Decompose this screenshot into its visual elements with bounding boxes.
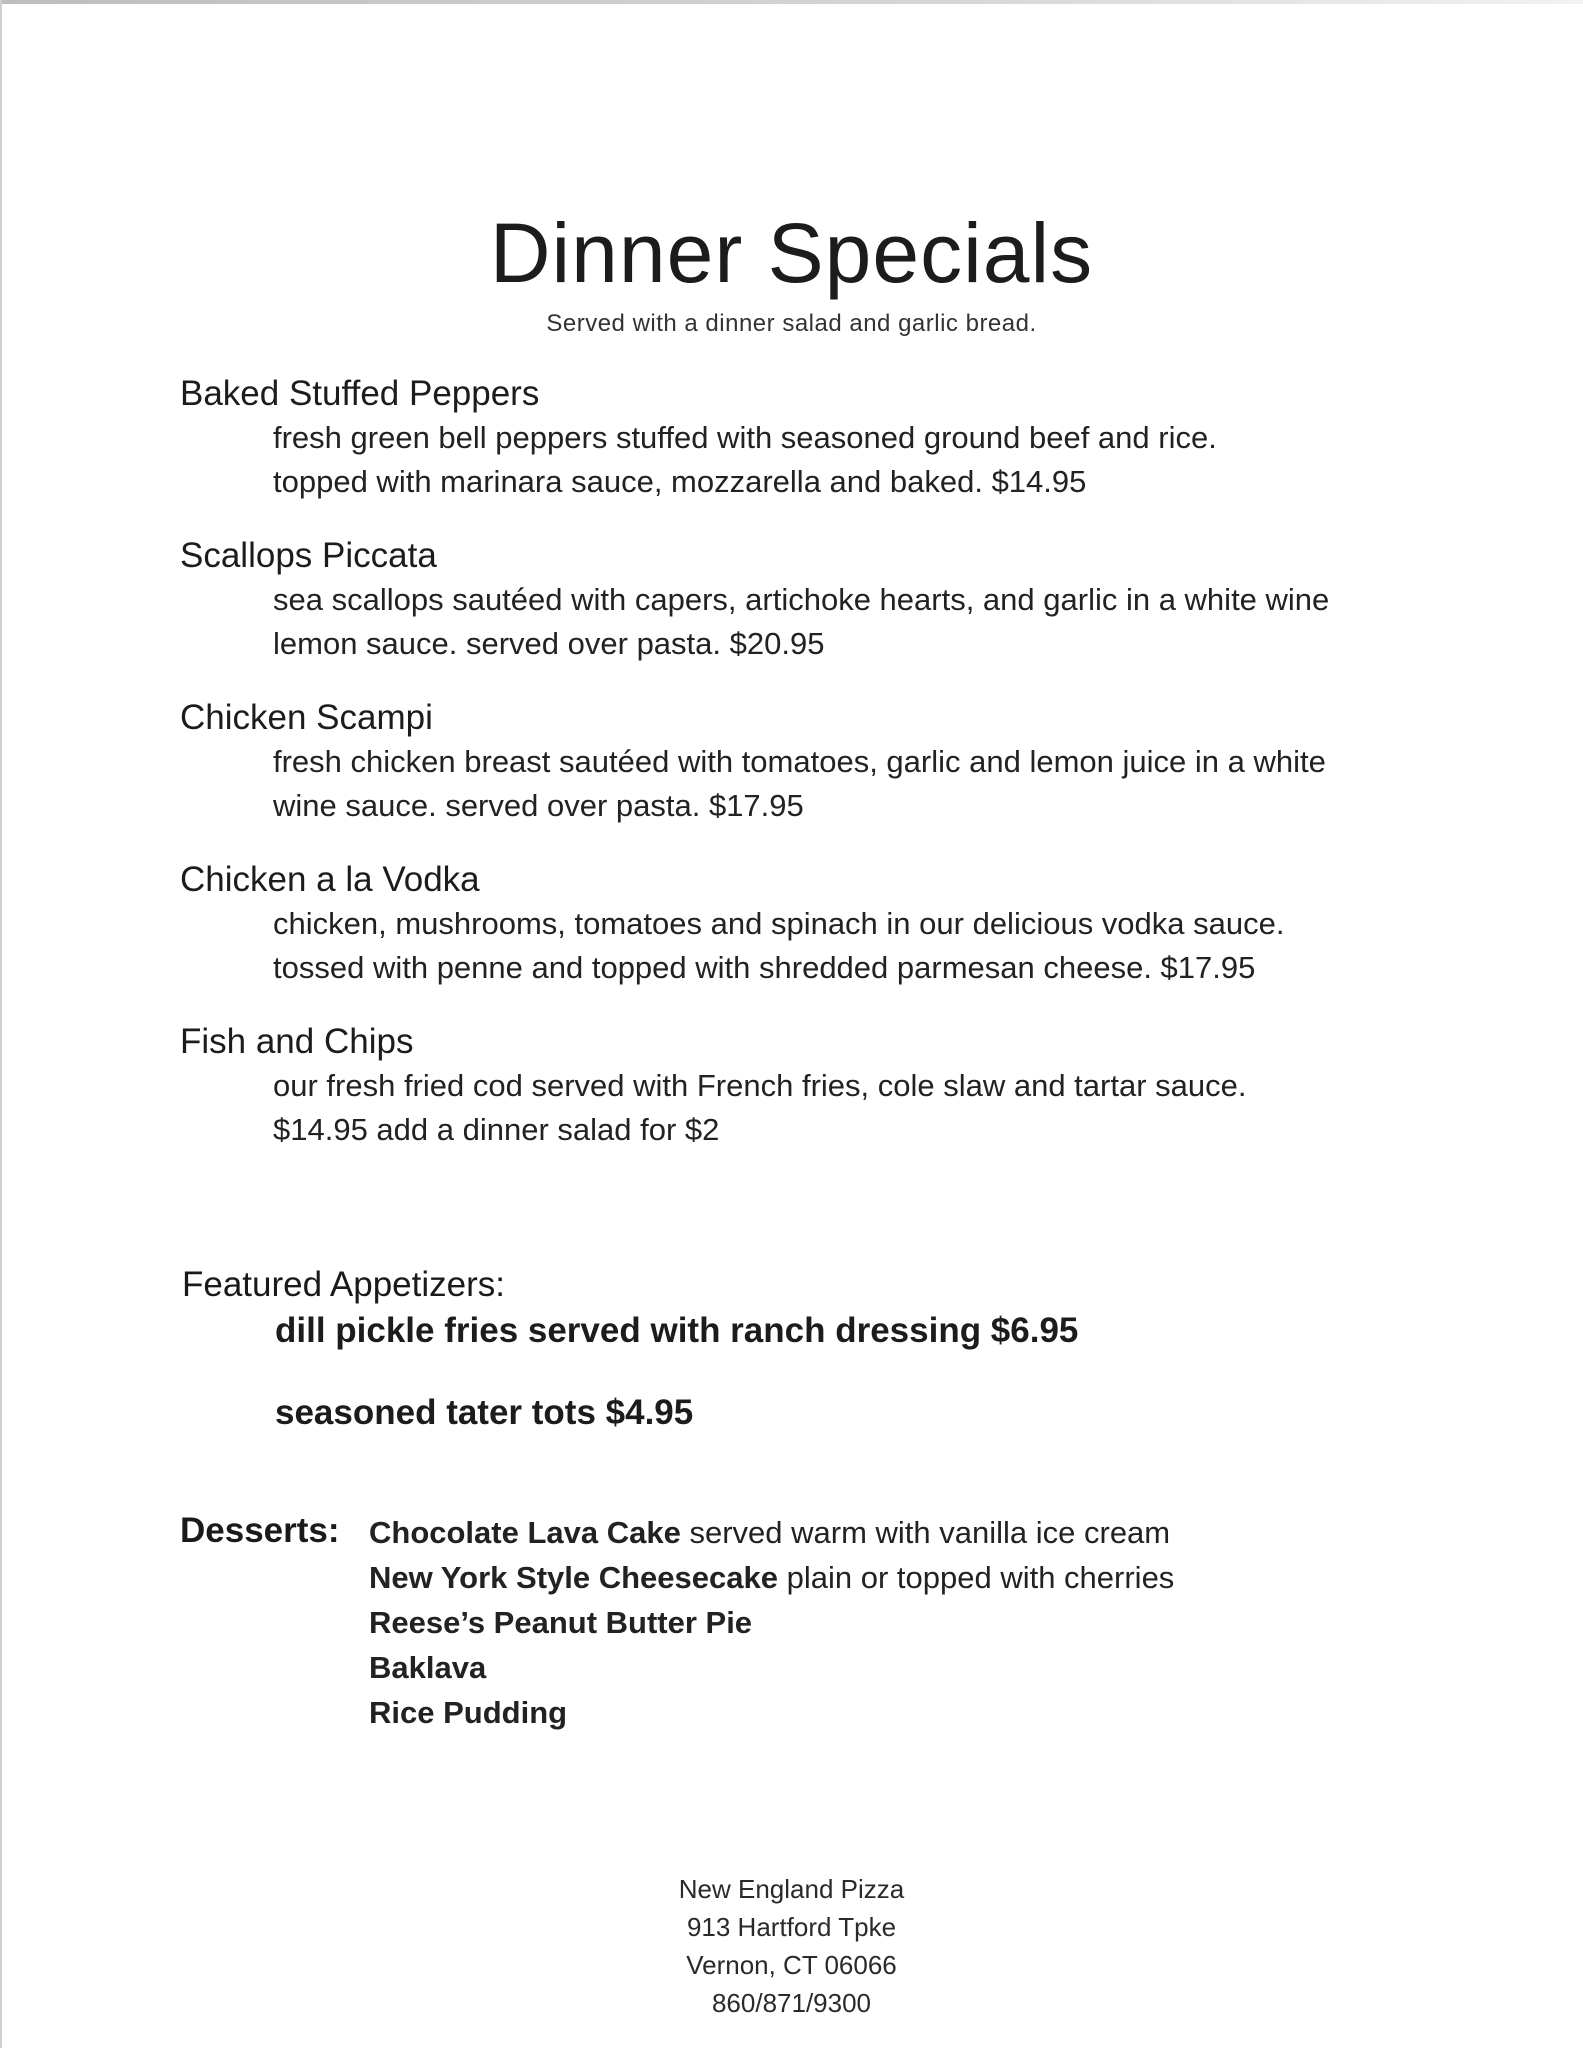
dessert-item [369,1555,1469,1600]
scan-edge-left [0,0,2,2048]
specials-list [180,372,1430,1182]
dessert-name: Chocolate Lava Cake [369,1515,681,1550]
dessert-name: Baklava [369,1650,487,1685]
special-description: chicken, mushrooms, tomatoes and spinach in our delicious vodka sauce. tossed with penne and topped with shredded parmesan cheese. $17.95 [273,906,1285,985]
special-name: Scallops Piccata [180,536,437,575]
appetizers-heading: Featured Appetizers: [182,1265,505,1304]
dessert-name: Rice Pudding [369,1695,568,1730]
appetizer-item: dill pickle fries served with ranch dressing $6.95 [275,1311,1079,1350]
restaurant-phone: 860/871/9300 [711,1988,872,2018]
scan-edge-top [0,0,1583,4]
dessert-list [369,1510,1469,1735]
special-name: Baked Stuffed Peppers [180,374,540,413]
special-description: fresh chicken breast sautéed with tomatoes, garlic and lemon juice in a white wine sauce. served over pasta. $17.95 [273,744,1326,823]
special-description: sea scallops sautéed with capers, artichoke hearts, and garlic in a white wine lemon sauce. served over pasta. $20.95 [273,582,1330,661]
appetizer-item: seasoned tater tots $4.95 [275,1393,694,1432]
restaurant-footer [0,1870,1583,2022]
dessert-item [369,1600,1469,1645]
special-name: Chicken Scampi [180,698,433,737]
page-title: Dinner Specials [489,206,1094,300]
desserts-heading: Desserts: [180,1511,340,1550]
restaurant-city: Vernon, CT 06066 [686,1950,897,1980]
special-item [180,534,1430,666]
appetizers-section [182,1262,1432,1436]
dessert-item [369,1510,1469,1555]
dessert-name: Reese’s Peanut Butter Pie [369,1605,753,1640]
special-description: our fresh fried cod served with French fries, cole slaw and tartar sauce. $14.95 add a dinner salad for $2 [273,1068,1247,1147]
special-name: Fish and Chips [180,1022,414,1061]
dessert-name: New York Style Cheesecake [369,1560,778,1595]
dessert-detail: served warm with vanilla ice cream [680,1515,1171,1550]
dessert-item [369,1690,1469,1735]
special-item [180,1020,1430,1152]
page-subtitle: Served with a dinner salad and garlic bread. [546,310,1037,337]
dessert-item [369,1645,1469,1690]
dessert-detail: plain or topped with cherries [777,1560,1175,1595]
restaurant-name: New England Pizza [678,1874,905,1904]
special-description: fresh green bell peppers stuffed with seasoned ground beef and rice. topped with marinara sauce, mozzarella and baked. $14.95 [273,420,1217,499]
special-item [180,696,1430,828]
special-item [180,858,1430,990]
restaurant-street: 913 Hartford Tpke [686,1912,897,1942]
special-item [180,372,1430,504]
special-name: Chicken a la Vodka [180,860,480,899]
